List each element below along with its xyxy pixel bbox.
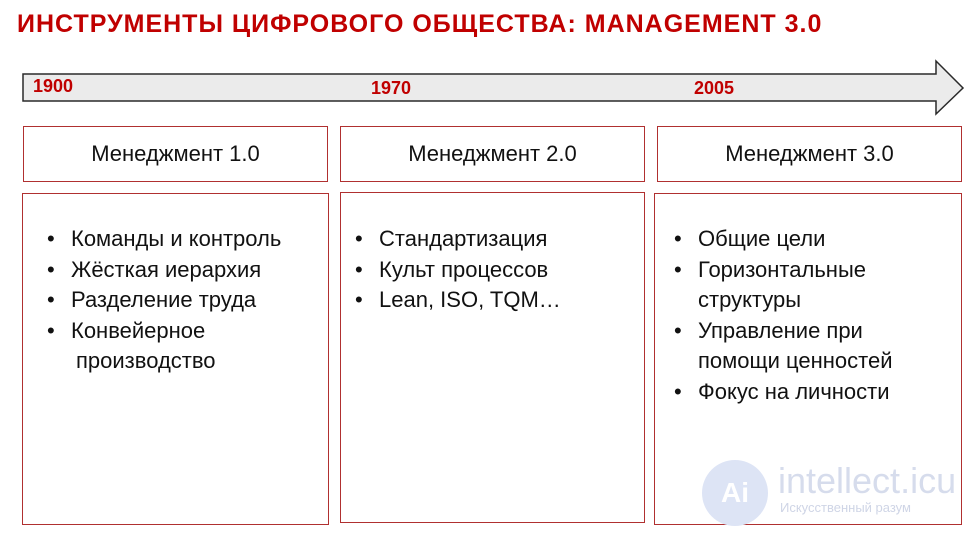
column-header-3 — [657, 126, 962, 182]
column-header-3-label: Менеджмент 3.0 — [725, 141, 894, 166]
list-item: • Жёсткая иерархия — [47, 255, 328, 286]
list-item: • Конвейерное производство — [47, 316, 328, 377]
column-body-2 — [340, 192, 645, 523]
column-list-2 — [355, 224, 644, 316]
column-header-2 — [340, 126, 645, 182]
list-item: • Горизонтальные структуры — [674, 255, 961, 316]
list-item: • Фокус на личности — [674, 377, 961, 408]
column-header-1 — [23, 126, 328, 182]
list-item: • Lean, ISO, TQM… — [355, 285, 644, 316]
column-header-1-label: Менеджмент 1.0 — [91, 141, 260, 166]
watermark-name: intellect.icu — [778, 460, 957, 501]
watermark-tagline: Искусственный разум — [780, 500, 911, 515]
list-item: • Разделение труда — [47, 285, 328, 316]
list-item: • Команды и контроль — [47, 224, 328, 255]
timeline-year-2005: 2005 — [694, 78, 735, 98]
watermark-logo-icon: Ai — [702, 460, 768, 526]
list-item: • Управление при помощи ценностей — [674, 316, 961, 377]
list-item: • Стандартизация — [355, 224, 644, 255]
column-list-1 — [47, 224, 328, 377]
list-item: • Культ процессов — [355, 255, 644, 286]
column-header-2-label: Менеджмент 2.0 — [408, 141, 577, 166]
timeline-year-1900: 1900 — [33, 76, 74, 96]
column-list-3 — [674, 224, 961, 407]
timeline-arrow — [0, 0, 974, 120]
page-title: ИНСТРУМЕНТЫ ЦИФРОВОГО ОБЩЕСТВА: MANAGEMENT 3.0 — [17, 10, 823, 38]
column-body-1 — [22, 193, 329, 525]
list-item: • Общие цели — [674, 224, 961, 255]
timeline-year-1970: 1970 — [371, 78, 412, 98]
